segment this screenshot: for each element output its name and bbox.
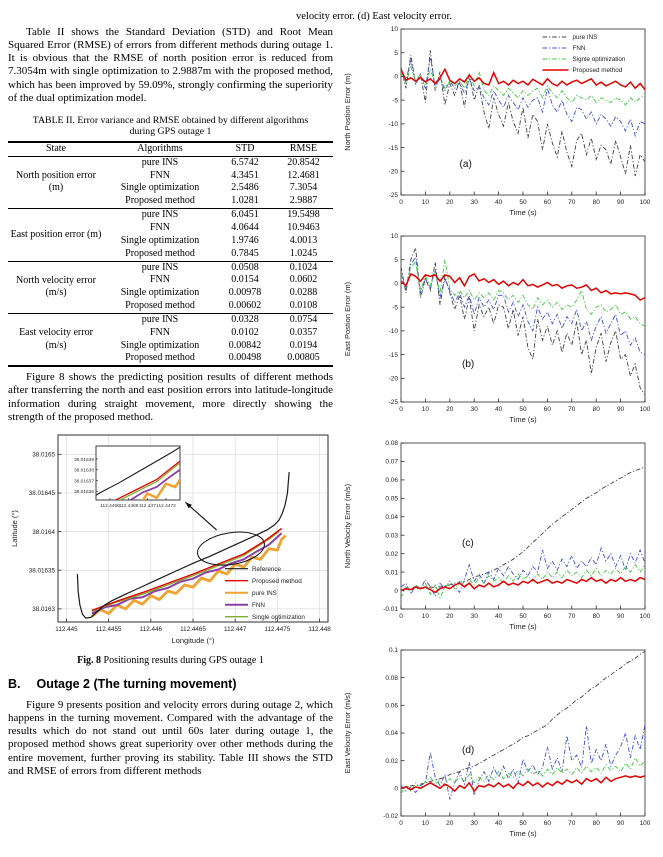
y-axis-label: East Velocity Error (m/s) bbox=[343, 692, 352, 774]
table-row bbox=[8, 313, 333, 326]
x-tick-label: 80 bbox=[592, 406, 600, 413]
figure8-chart bbox=[8, 430, 333, 654]
table-cell: FNN bbox=[149, 222, 170, 233]
x-axis-label: Time (s) bbox=[509, 415, 537, 424]
y-tick-label: 0.04 bbox=[385, 730, 398, 738]
table-cell: Proposed method bbox=[125, 300, 195, 312]
x-tick-label: 10 bbox=[421, 406, 430, 413]
table-cell: 12.4681 bbox=[287, 169, 320, 181]
y-tick-label: 0.08 bbox=[385, 674, 398, 682]
x-tick-label: 30 bbox=[470, 613, 478, 620]
x-tick-label: 100 bbox=[639, 406, 651, 413]
legend-label: pure INS bbox=[572, 34, 598, 42]
y-tick-label: 38.0163 bbox=[32, 605, 55, 613]
x-tick-label: 100 bbox=[639, 613, 651, 620]
table-cell: 0.0754 bbox=[289, 313, 318, 325]
y-tick-label: 0.05 bbox=[385, 495, 398, 503]
y-tick-label: 0.02 bbox=[385, 757, 398, 765]
table-cell: 0.00805 bbox=[287, 352, 320, 364]
table-cell: Single optimization bbox=[120, 182, 200, 194]
table-state-cell: East velocity error (m/s) bbox=[19, 327, 93, 351]
y-tick-label: -15 bbox=[388, 144, 398, 152]
y-tick-label: -10 bbox=[388, 121, 398, 129]
table-cell: 0.0288 bbox=[289, 287, 318, 299]
table2-caption-line1: TABLE II. Error variance and RMSE obtained by different algorithms bbox=[32, 114, 309, 126]
table-cell: 0.0357 bbox=[289, 326, 318, 338]
figure8-caption-text: Positioning results during GPS outage 1 bbox=[101, 654, 264, 666]
legend-label: FNN bbox=[252, 601, 265, 609]
right-column bbox=[337, 22, 660, 850]
x-tick-label: 90 bbox=[616, 613, 625, 620]
x-tick-label: 0 bbox=[399, 820, 403, 827]
y-tick-label: 38.0164 bbox=[32, 528, 55, 536]
y-tick-label: 38.01645 bbox=[28, 490, 55, 498]
x-tick-label: 40 bbox=[494, 820, 503, 827]
table2-caption bbox=[8, 115, 333, 138]
x-tick-label: 90 bbox=[616, 406, 625, 413]
table-cell: FNN bbox=[149, 169, 170, 181]
inset-y-tick-label: 38.01638 bbox=[73, 468, 94, 474]
table-cell: 0.0602 bbox=[289, 274, 318, 286]
x-tick-label: 40 bbox=[494, 199, 503, 206]
y-tick-label: 5 bbox=[394, 49, 398, 57]
table-header-cell: RMSE bbox=[289, 142, 318, 154]
table-header-cell: STD bbox=[235, 142, 255, 154]
figure9-panel-d bbox=[337, 643, 660, 850]
table-cell: pure INS bbox=[141, 313, 179, 325]
table-cell: Proposed method bbox=[125, 352, 195, 364]
table-row bbox=[8, 156, 333, 169]
x-tick-label: 112.447 bbox=[224, 625, 247, 633]
figure7-caption-fragment: velocity error. (d) East velocity error. bbox=[296, 11, 452, 22]
table-cell: Proposed method bbox=[125, 247, 195, 259]
panel-label: (a) bbox=[459, 158, 472, 170]
x-tick-label: 20 bbox=[446, 820, 454, 827]
panel-label: (d) bbox=[462, 744, 475, 756]
y-axis-label: Latitude (°) bbox=[10, 510, 19, 547]
table-cell: 7.3054 bbox=[289, 182, 318, 194]
chart-svg bbox=[337, 22, 659, 229]
y-tick-label: -25 bbox=[388, 192, 398, 200]
chart-svg bbox=[8, 430, 332, 654]
table-cell: 1.0281 bbox=[231, 195, 259, 207]
table-cell: Proposed method bbox=[125, 195, 195, 207]
legend-label: pure INS bbox=[252, 589, 277, 597]
legend-label: Proposed method bbox=[572, 67, 623, 75]
x-tick-label: 20 bbox=[446, 199, 454, 206]
y-tick-label: 0 bbox=[394, 785, 398, 793]
inset-x-tick-label: 112.4472 bbox=[156, 503, 176, 509]
x-tick-label: 90 bbox=[616, 199, 625, 206]
x-tick-label: 10 bbox=[421, 199, 430, 206]
x-tick-label: 10 bbox=[421, 613, 430, 620]
table-cell: pure INS bbox=[141, 209, 179, 221]
x-tick-label: 30 bbox=[470, 199, 478, 206]
x-tick-label: 20 bbox=[446, 613, 454, 620]
chart-svg bbox=[337, 643, 659, 850]
legend-label: Reference bbox=[252, 565, 282, 573]
legend-label: Proposed method bbox=[252, 577, 302, 585]
table-state-cell: North velocity error (m/s) bbox=[16, 274, 96, 299]
figure8-caption bbox=[8, 655, 333, 666]
y-tick-label: -5 bbox=[392, 97, 398, 105]
x-tick-label: 20 bbox=[446, 406, 454, 413]
y-tick-label: 5 bbox=[394, 256, 398, 264]
table-cell: 0.0102 bbox=[231, 326, 259, 338]
x-axis-label: Time (s) bbox=[509, 208, 537, 217]
x-tick-label: 112.445 bbox=[55, 625, 78, 633]
table-cell: FNN bbox=[149, 274, 170, 286]
x-tick-label: 40 bbox=[494, 613, 503, 620]
table-cell: 0.0194 bbox=[289, 339, 318, 351]
x-tick-label: 80 bbox=[592, 820, 600, 827]
x-axis-label: Time (s) bbox=[509, 622, 537, 631]
y-tick-label: -0.02 bbox=[383, 813, 398, 821]
y-tick-label: 0.04 bbox=[385, 513, 398, 521]
table-cell: 20.8542 bbox=[287, 156, 320, 168]
y-tick-label: 0.03 bbox=[385, 532, 398, 540]
inset-x-tick-label: 112.4468 bbox=[118, 503, 139, 509]
table-cell: pure INS bbox=[141, 261, 179, 273]
x-tick-label: 70 bbox=[568, 406, 576, 413]
figure9-panel-c bbox=[337, 436, 660, 643]
section-b-label: B. bbox=[8, 676, 21, 691]
table-cell: 0.00842 bbox=[228, 339, 262, 351]
x-tick-label: 50 bbox=[519, 613, 527, 620]
x-tick-label: 70 bbox=[568, 820, 576, 827]
chart-svg bbox=[337, 229, 659, 436]
y-tick-label: -5 bbox=[392, 304, 398, 312]
table-header-cell: Algorithms bbox=[137, 142, 183, 154]
y-tick-label: 0.02 bbox=[385, 550, 398, 558]
y-tick-label: -20 bbox=[388, 375, 398, 383]
table-cell: 0.0508 bbox=[231, 261, 259, 273]
y-tick-label: 0 bbox=[394, 587, 398, 595]
table-cell: 0.0108 bbox=[289, 300, 318, 312]
inset-y-tick-label: 38.01636 bbox=[73, 490, 94, 496]
x-tick-label: 30 bbox=[470, 406, 478, 413]
y-axis-label: East Postion Error (m) bbox=[343, 281, 352, 357]
legend-label: FNN bbox=[572, 45, 586, 53]
figure9-panel-b bbox=[337, 229, 660, 436]
table-header-cell: State bbox=[46, 142, 66, 154]
x-tick-label: 80 bbox=[592, 613, 600, 620]
y-tick-label: 0.08 bbox=[385, 440, 398, 448]
y-tick-label: 0 bbox=[394, 280, 398, 288]
legend-label: Single optimization bbox=[252, 613, 305, 621]
y-tick-label: 0.06 bbox=[385, 477, 398, 485]
table-cell: 4.3451 bbox=[231, 169, 259, 181]
plot-box bbox=[401, 29, 645, 195]
y-tick-label: -10 bbox=[388, 328, 398, 336]
table-cell: Single optimization bbox=[120, 234, 200, 246]
table-cell: Single optimization bbox=[120, 339, 200, 351]
table-row bbox=[8, 261, 333, 274]
y-tick-label: -25 bbox=[388, 399, 398, 407]
table-cell: 2.9887 bbox=[289, 195, 318, 207]
x-tick-label: 90 bbox=[616, 820, 625, 827]
table-row bbox=[8, 209, 333, 222]
table-cell: 4.0644 bbox=[231, 222, 259, 233]
table-cell: 0.1024 bbox=[289, 261, 318, 273]
panel-label: (b) bbox=[462, 359, 475, 371]
figure8-caption-number: Fig. 8 bbox=[77, 654, 102, 666]
table-cell: Single optimization bbox=[120, 287, 200, 299]
y-tick-label: 0.01 bbox=[385, 569, 398, 577]
table-cell: 0.00498 bbox=[228, 352, 262, 364]
plot-box bbox=[401, 650, 645, 816]
y-tick-label: -15 bbox=[388, 351, 398, 359]
table-cell: 0.00978 bbox=[228, 287, 262, 299]
x-tick-label: 112.446 bbox=[139, 625, 162, 633]
x-tick-label: 70 bbox=[568, 199, 576, 206]
x-axis-label: Time (s) bbox=[509, 829, 537, 838]
table-state-cell: East position error (m) bbox=[10, 228, 102, 240]
x-tick-label: 60 bbox=[543, 406, 552, 413]
paragraph-figure8-intro: Figure 8 shows the predicting position results of different methods after transferring the north and east position errors into latitude-longitude information during straight movement, more directly showing the strength of the proposed method. bbox=[8, 371, 333, 423]
x-tick-label: 50 bbox=[519, 199, 527, 206]
y-tick-label: 0.1 bbox=[388, 647, 398, 655]
x-tick-label: 0 bbox=[399, 406, 403, 413]
x-axis-label: Longitude (°) bbox=[171, 635, 215, 645]
inset-x-tick-label: 112.447 bbox=[138, 503, 156, 509]
table-cell: 1.9746 bbox=[231, 234, 259, 246]
x-tick-label: 112.4475 bbox=[264, 625, 291, 633]
x-tick-label: 30 bbox=[470, 820, 478, 827]
paragraph-outage2: Figure 9 presents position and velocity errors during outage 2, which happens in the turning movement. Compared with the advantage of the results which do not stand out until 60s later during outage 1, the proposed method shows great superiority over other methods during the entire movement, further proving its stability. Table III shows the STD and RMSE of errors from different methods bbox=[8, 698, 333, 777]
y-tick-label: -20 bbox=[388, 168, 398, 176]
table-cell: 19.5498 bbox=[287, 209, 320, 221]
x-tick-label: 50 bbox=[519, 406, 527, 413]
table-cell: FNN bbox=[149, 326, 170, 338]
x-tick-label: 40 bbox=[494, 406, 503, 413]
table-cell: pure INS bbox=[141, 156, 179, 168]
table-cell: 1.0245 bbox=[289, 247, 318, 259]
plot-box bbox=[401, 443, 645, 609]
y-tick-label: 38.0165 bbox=[32, 451, 55, 459]
x-tick-label: 0 bbox=[399, 613, 403, 620]
y-tick-label: 10 bbox=[390, 233, 398, 241]
table-cell: 0.0154 bbox=[231, 274, 259, 286]
table-state-cell: North position error (m) bbox=[16, 170, 96, 194]
x-tick-label: 112.4465 bbox=[180, 625, 206, 633]
inset-y-tick-label: 38.01637 bbox=[73, 479, 94, 485]
inset-y-tick-label: 38.01639 bbox=[73, 457, 94, 463]
table-cell: 10.9463 bbox=[287, 222, 320, 233]
table-cell: 0.0328 bbox=[231, 313, 259, 325]
paragraph-table2-intro: Table II shows the Standard Deviation (STD) and Root Mean Squared Error (RMSE) of errors from different methods during outage 1. It is obvious that the RMSE of north position error is reduced from 7.3054m with single optimization to 2.9887m with the proposed method, which has been improved by 59.09%, strongly confirming the superiority of the dual optimization model. bbox=[8, 26, 333, 104]
x-tick-label: 70 bbox=[568, 613, 576, 620]
table-cell: 0.00602 bbox=[228, 300, 262, 312]
x-tick-label: 0 bbox=[399, 199, 403, 206]
x-tick-label: 10 bbox=[421, 820, 430, 827]
table-cell: 2.5486 bbox=[231, 182, 259, 194]
y-tick-label: 0.06 bbox=[385, 702, 398, 710]
inset-x-tick-label: 112.4466 bbox=[100, 503, 120, 509]
y-tick-label: 10 bbox=[390, 26, 398, 34]
y-tick-label: -0.01 bbox=[383, 606, 398, 614]
left-column bbox=[8, 26, 333, 778]
section-b-heading bbox=[8, 677, 333, 691]
y-axis-label: North Postion Error (m) bbox=[343, 73, 352, 151]
table2 bbox=[8, 141, 333, 367]
section-b-title: Outage 2 (The turning movement) bbox=[36, 676, 237, 691]
x-tick-label: 80 bbox=[592, 199, 600, 206]
table-cell: 4.0013 bbox=[289, 234, 318, 246]
figure9-panel-a bbox=[337, 22, 660, 229]
y-tick-label: 0 bbox=[394, 73, 398, 81]
x-tick-label: 112.448 bbox=[308, 625, 331, 633]
legend-label: Signle optimization bbox=[572, 56, 626, 64]
table-cell: 6.5742 bbox=[231, 156, 259, 168]
table2-caption-line2: during GPS outage 1 bbox=[129, 126, 212, 138]
x-tick-label: 112.4455 bbox=[95, 625, 122, 633]
chart-svg bbox=[337, 436, 659, 643]
plot-box bbox=[401, 236, 645, 402]
y-tick-label: 0.07 bbox=[385, 458, 398, 466]
x-tick-label: 60 bbox=[543, 613, 552, 620]
x-tick-label: 100 bbox=[639, 820, 651, 827]
table-cell: 0.7845 bbox=[231, 247, 259, 259]
panel-label: (c) bbox=[462, 537, 474, 549]
x-tick-label: 60 bbox=[543, 820, 552, 827]
y-tick-label: 38.01635 bbox=[28, 567, 55, 575]
y-axis-label: North Velocity Error (m/s) bbox=[343, 483, 352, 569]
x-tick-label: 60 bbox=[543, 199, 552, 206]
x-tick-label: 50 bbox=[519, 820, 527, 827]
x-tick-label: 100 bbox=[639, 199, 651, 206]
table-header-row bbox=[8, 142, 333, 156]
table-cell: 6.0451 bbox=[231, 209, 259, 221]
